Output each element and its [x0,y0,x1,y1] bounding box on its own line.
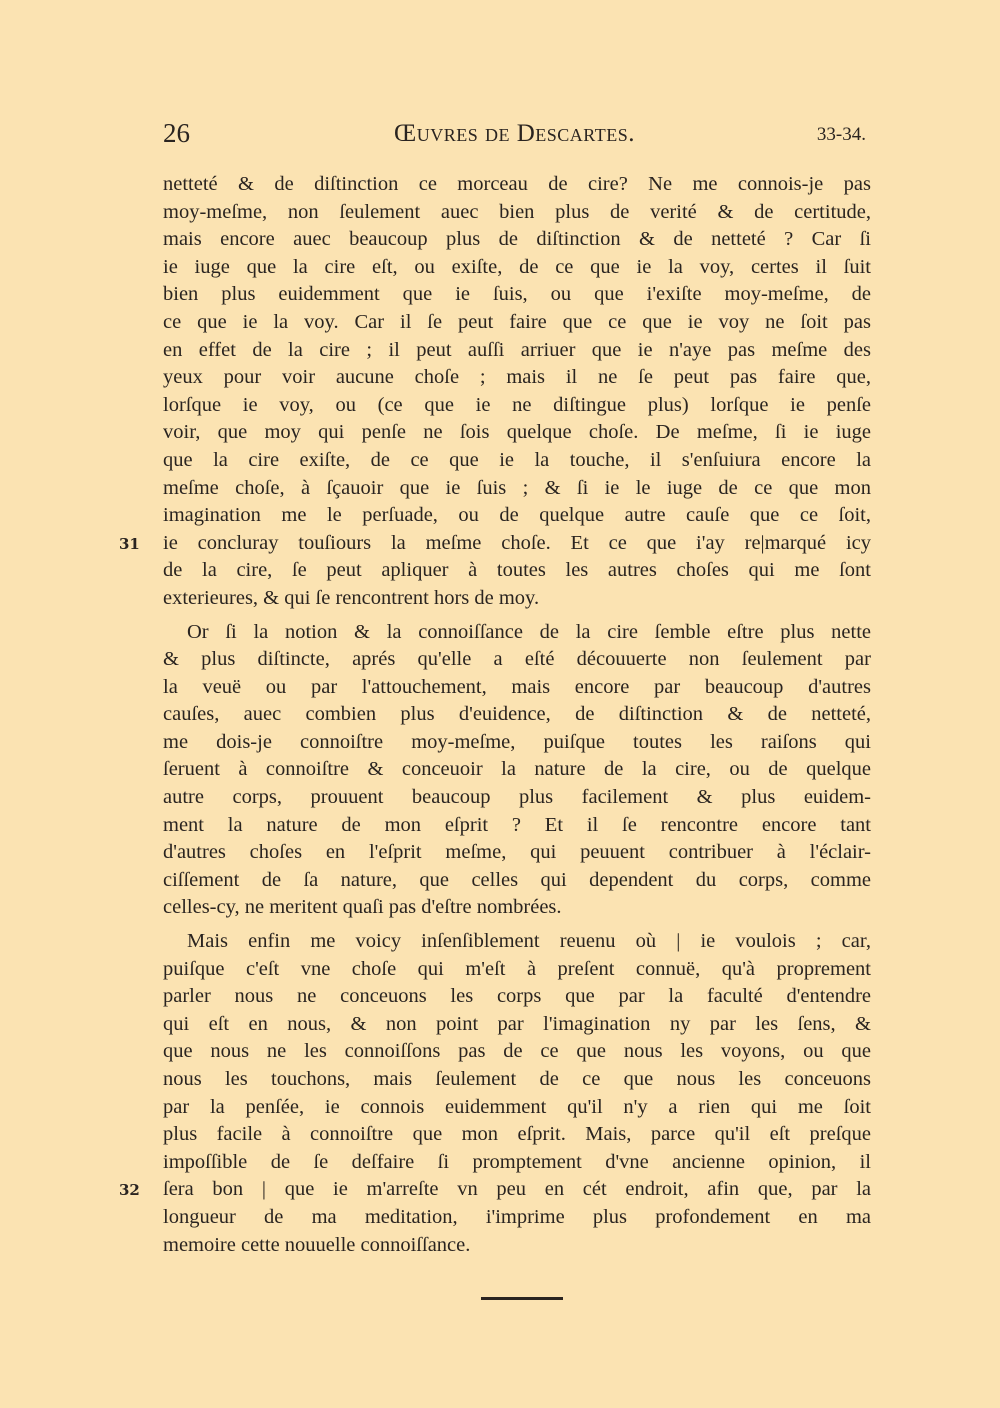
text-line: voir, que moy qui penſe ne ſois quelque choſe. De meſme, ſi ie iuge [163,421,871,444]
text-line: ie concluray touſiours la meſme choſe. Et ce que i'ay re|marqué icy [163,531,871,554]
margin-number: 32 [119,1181,140,1200]
margin-number: 31 [119,534,140,553]
text-line: d'autres choſes en l'eſprit meſme, qui peuuent contribuer à l'éclair- [163,841,871,864]
text-line: imagination me le perſuade, ou de quelque autre cauſe que ce ſoit, [163,504,871,527]
text-line: nous les touchons, mais ſeulement de ce que nous les conceuons [163,1068,871,1090]
text-line: exterieures, & qui ſe rencontrent hors de moy. [163,586,540,609]
text-line-with-margin-number [119,530,871,558]
text-line: qui eſt en nous, & non point par l'imagination ny par les ſens, & [163,1012,871,1035]
end-rule [481,1297,563,1300]
text-line: celles-cy, ne meritent quaſi pas d'eſtre nombrées. [163,896,562,919]
page-header [163,118,866,158]
text-line: ment la nature de mon eſprit ? Et il ſe rencontre encore tant [163,813,871,836]
text-line: Mais enfin me voicy inſenſiblement reuenu où | ie voulois ; car, [187,930,871,953]
text-line: autre corps, prouuent beaucoup plus facilement & plus euidem- [163,786,871,809]
text-line: lorſque ie voy, ou (ce que ie ne diſtingue plus) lorſque ie penſe [163,393,871,416]
text-line: meſme choſe, à ſçauoir que ie ſuis ; & ſi ie le iuge de ce que mon [163,476,871,499]
text-line: de la cire, ſe peut apliquer à toutes les autres choſes qui me ſont [163,559,871,582]
page-range: 33-34. [816,124,866,145]
text-line: netteté & de diſtinction ce morceau de cire? Ne me connois-je pas [163,173,871,195]
text-line: longueur de ma meditation, i'imprime plus profondement en ma [163,1205,871,1228]
text-line: bien plus euidemment que ie ſuis, ou que i'exiſte moy-meſme, de [163,283,871,306]
text-line: la veuë ou par l'attouchement, mais encore par beaucoup d'autres [163,675,871,698]
text-line: memoire cette nouuelle connoiſſance. [163,1233,471,1256]
text-line: que nous ne les connoiſſons pas de ce que nous les voyons, ou que [163,1040,871,1063]
body-text [119,171,871,1259]
text-line: ſeruent à connoiſtre & conceuoir la nature de la cire, ou de quelque [163,758,871,781]
text-line: moy-meſme, non ſeulement auec bien plus de verité & de certitude, [163,200,871,223]
text-line: mais encore auec beaucoup plus de diſtinction & de netteté ? Car ſi [163,228,871,251]
text-line: ſera bon | que ie m'arreſte vn peu en cét endroit, afin que, par la [163,1178,871,1201]
text-line: me dois-je connoiſtre moy-meſme, puiſque toutes les raiſons qui [163,730,871,753]
text-line: yeux pour voir aucune choſe ; mais il ne ſe peut pas faire que, [163,366,871,389]
text-line: que la cire exiſte, de ce que ie la touche, il s'enſuiura encore la [163,448,871,471]
text-line: ie iuge que la cire eſt, ou exiſte, de ce que ie la voy, certes il ſuit [163,255,871,278]
text-line: impoſſible de ſe deſfaire ſi promptement d'vne ancienne opinion, il [163,1150,871,1173]
text-line: Or ſi la notion & la connoiſſance de la cire ſemble eſtre plus nette [187,620,871,643]
text-line: par la penſée, ie connois euidemment qu'il n'y a rien qui me ſoit [163,1095,871,1118]
text-line: parler nous ne conceuons les corps que par la faculté d'entendre [163,985,871,1008]
text-line: plus facile à connoiſtre que mon eſprit. Mais, parce qu'il eſt preſque [163,1123,871,1146]
text-line: ciſſement de ſa nature, que celles qui dependent du corps, comme [163,868,871,891]
text-line: ce que ie la voy. Car il ſe peut faire que ce que ie voy ne ſoit pas [163,310,871,333]
text-line: & plus diſtincte, aprés qu'elle a eſté découuerte non ſeulement par [163,648,871,671]
text-line: cauſes, auec combien plus d'euidence, de diſtinction & de netteté, [163,703,871,726]
running-title: Œuvres de Descartes. [394,120,635,147]
page-number: 26 [163,118,190,148]
text-line-with-margin-number [119,1176,871,1204]
text-line: puiſque c'eſt vne choſe qui m'eſt à preſent connuë, qu'à proprement [163,957,871,980]
text-line: en effet de la cire ; il peut auſſi arriuer que ie n'aye pas meſme des [163,338,871,361]
